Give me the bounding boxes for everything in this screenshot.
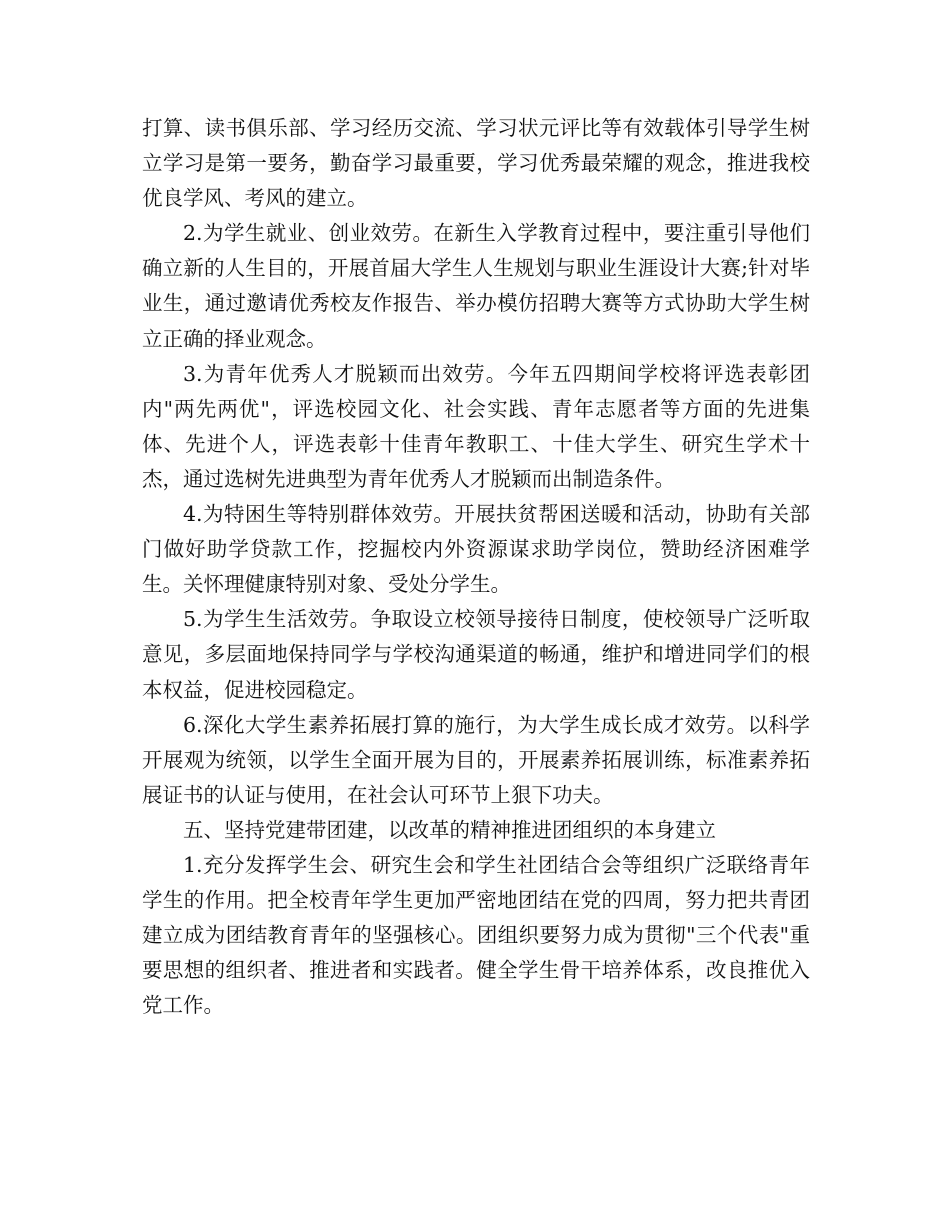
paragraph-item-3: 3.为青年优秀人才脱颖而出效劳。今年五四期间学校将评选表彰团内"两先两优"，评选校园文化、社会实践、青年志愿者等方面的先进集体、先进个人，评选表彰十佳青年教职工、十佳大学生、研究生学术十杰，通过选树先进典型为青年优秀人才脱颖而出制造条件。 <box>142 361 810 491</box>
paragraph-item-5: 5.为学生生活效劳。争取设立校领导接待日制度，使校领导广泛听取意见，多层面地保持同学与学校沟通渠道的畅通，维护和增进同学们的根本权益，促进校园稳定。 <box>142 607 810 702</box>
paragraph-continuation: 打算、读书俱乐部、学习经历交流、学习状元评比等有效载体引导学生树立学习是第一要务，勤奋学习最重要，学习优秀最荣耀的观念，推进我校优良学风、考风的建立。 <box>142 116 810 211</box>
paragraph-section5-item-1: 1.充分发挥学生会、研究生会和学生社团结合会等组织广泛联络青年学生的作用。把全校青年学生更加严密地团结在党的四周，努力把共青团建立成为团结教育青年的坚强核心。团组织要努力成为贯彻"三个代表"重要思想的组织者、推进者和实践者。健全学生骨干培养体系，改良推优入党工作。 <box>142 852 810 1018</box>
paragraph-item-4: 4.为特困生等特别群体效劳。开展扶贫帮困送暖和活动，协助有关部门做好助学贷款工作，挖掘校内外资源谋求助学岗位，赞助经济困难学生。关怀理健康特别对象、受处分学生。 <box>142 502 810 597</box>
paragraph-item-2: 2.为学生就业、创业效劳。在新生入学教育过程中，要注重引导他们确立新的人生目的，开展首届大学生人生规划与职业生涯设计大赛;针对毕业生，通过邀请优秀校友作报告、举办模仿招聘大赛等方式协助大学生树立正确的择业观念。 <box>142 221 810 351</box>
section-heading-5: 五、坚持党建带团建，以改革的精神推进团组织的本身建立 <box>183 817 716 842</box>
paragraph-item-6: 6.深化大学生素养拓展打算的施行，为大学生成长成才效劳。以科学开展观为统领，以学生全面开展为目的，开展素养拓展训练，标准素养拓展证书的认证与使用，在社会认可环节上狠下功夫。 <box>142 712 810 807</box>
document-body <box>142 111 810 1023</box>
